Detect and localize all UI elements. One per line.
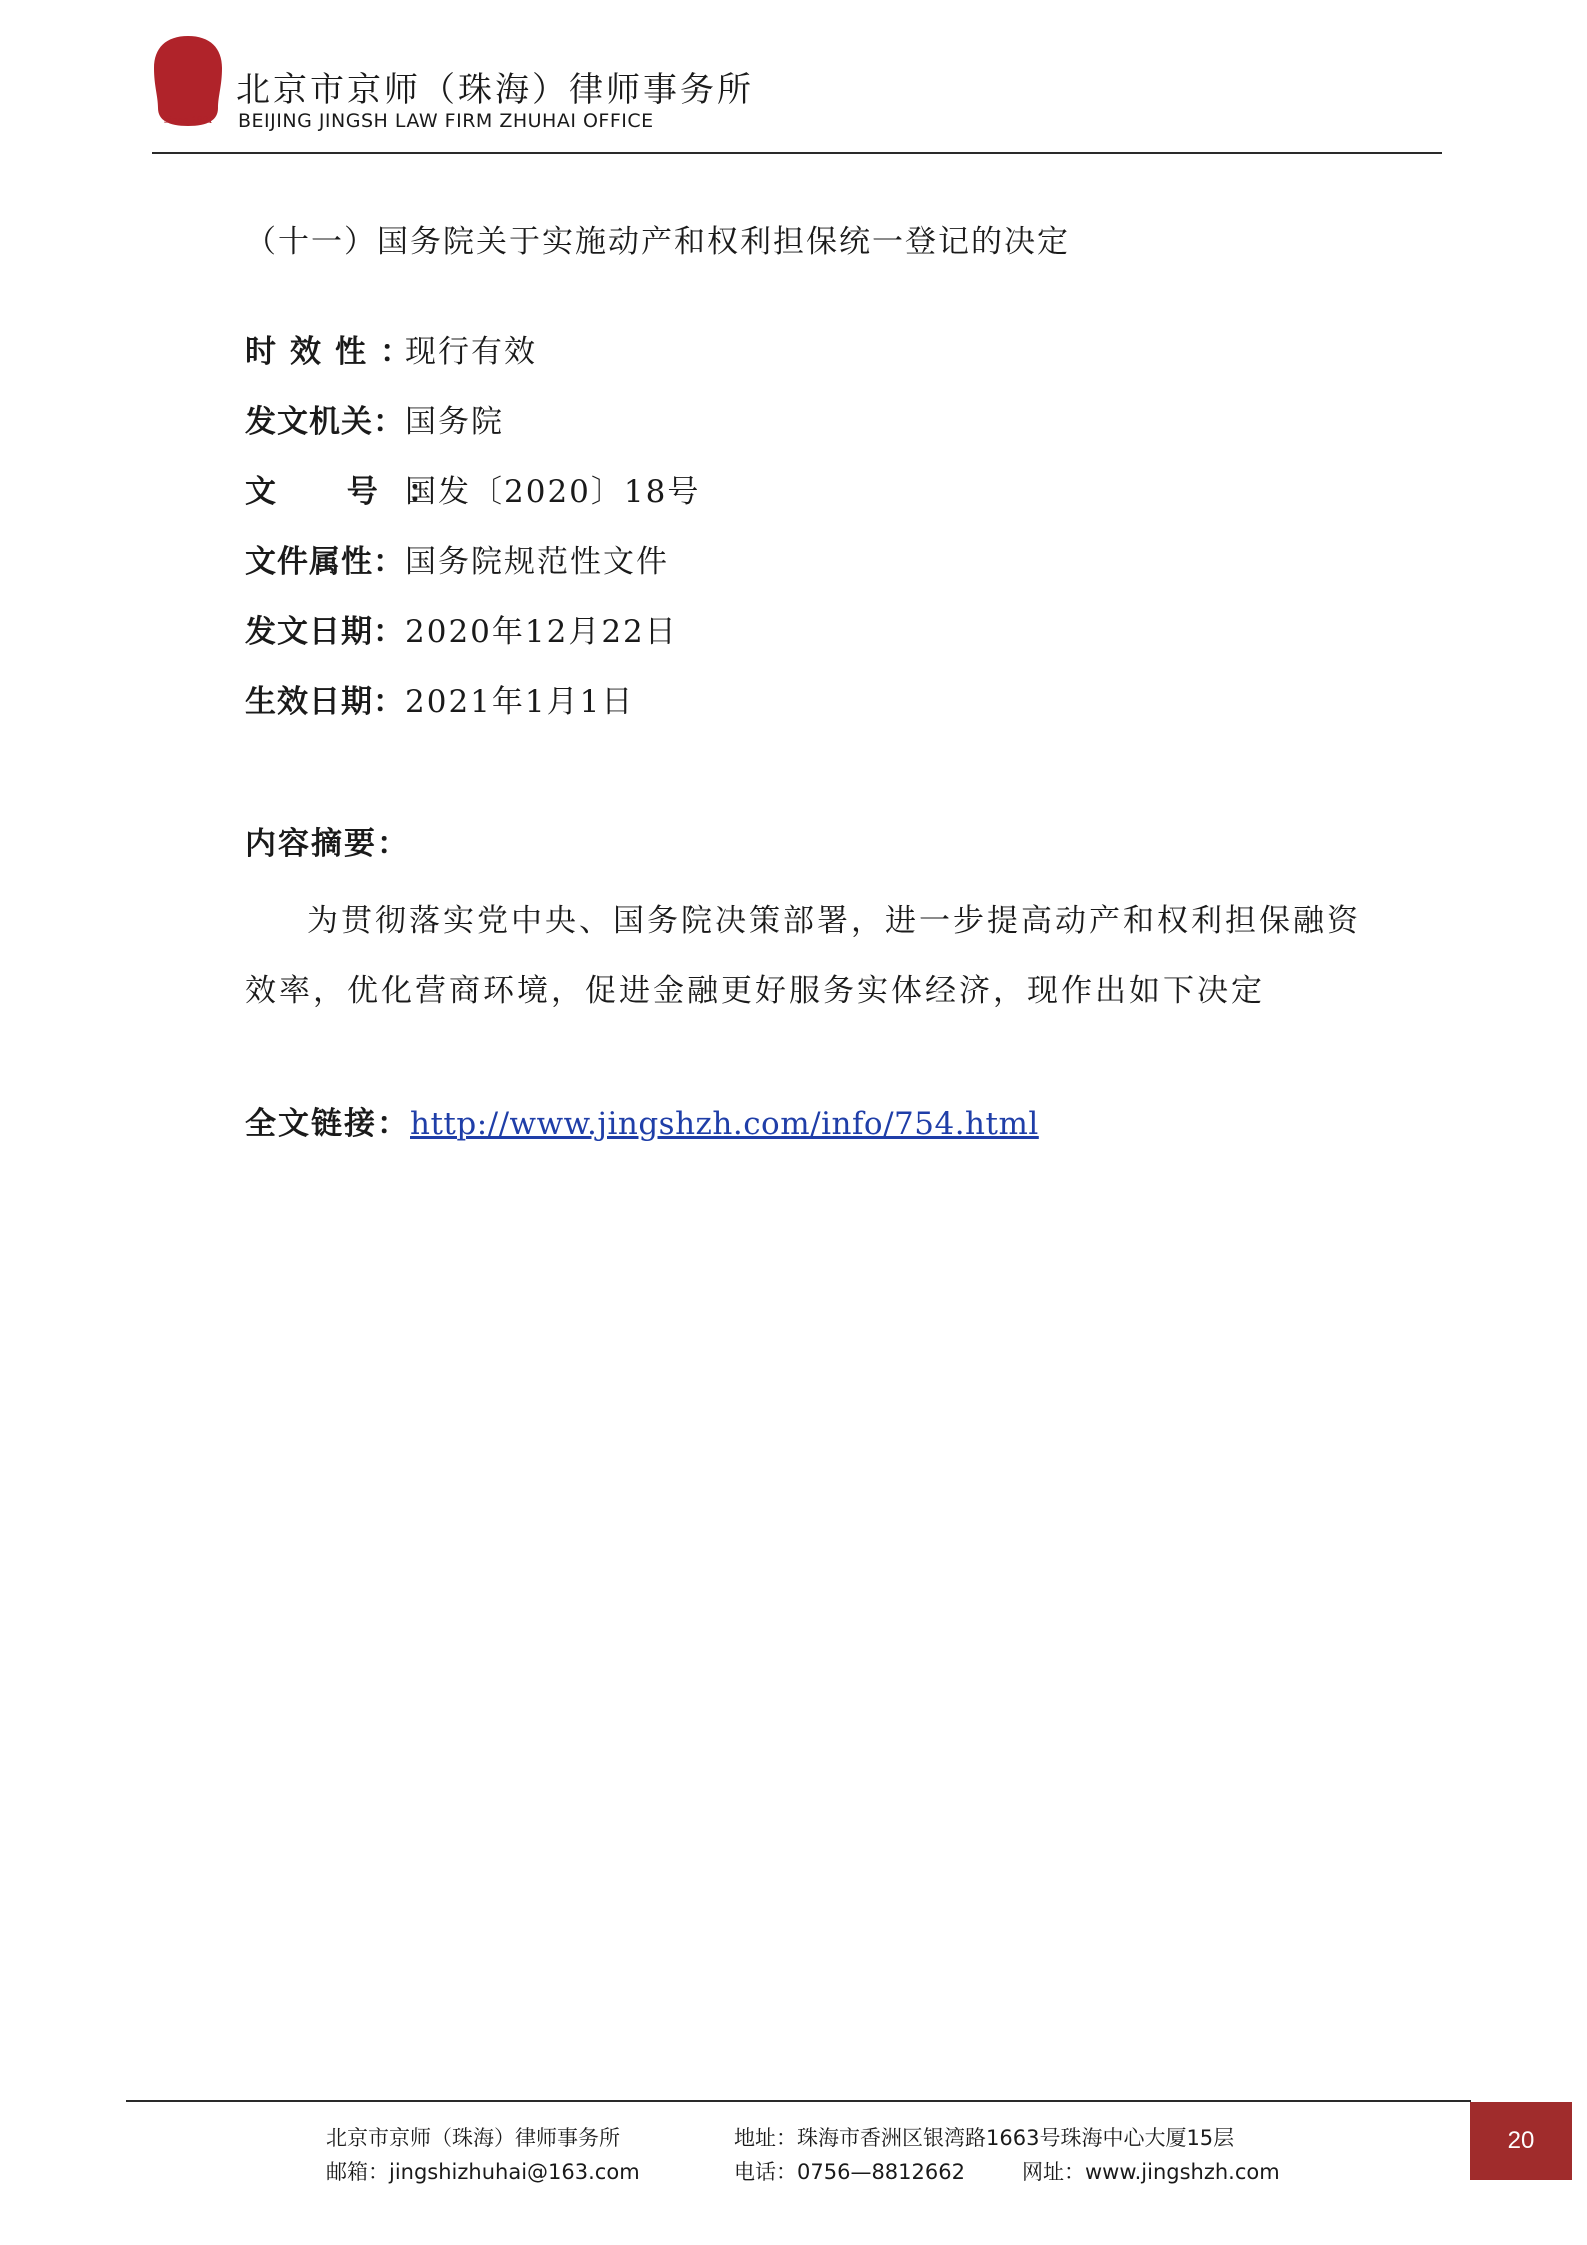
meta-label: 文件属性： [245, 544, 405, 580]
meta-label: 发文日期： [245, 614, 405, 650]
footer-email: 邮箱：jingshizhuhai@163.com [326, 2160, 640, 2184]
footer-website: 网址：www.jingshzh.com [1022, 2160, 1280, 2184]
meta-label: 时效性： [245, 334, 425, 370]
meta-docno [245, 470, 700, 514]
meta-value: 2021年1月1日 [405, 684, 635, 720]
fulltext-label: 全文链接： [245, 1106, 410, 1142]
meta-label: 文 号： [245, 474, 469, 510]
firm-name-en: BEIJING JINGSH LAW FIRM ZHUHAI OFFICE [238, 110, 654, 132]
meta-value: 国务院规范性文件 [405, 544, 669, 580]
meta-label: 生效日期： [245, 684, 405, 720]
meta-issue-date [245, 610, 678, 654]
summary-heading: 内容摘要： [245, 826, 410, 862]
meta-label: 发文机关： [245, 404, 405, 440]
footer-firm-name: 北京市京师（珠海）律师事务所 [326, 2126, 620, 2150]
meta-value: 国发〔2020〕18号 [405, 474, 701, 510]
meta-value: 2020年12月22日 [405, 614, 678, 650]
firm-name-cn: 北京市京师（珠海）律师事务所 [236, 70, 754, 110]
meta-attribute [245, 540, 669, 584]
meta-issuer [245, 400, 504, 444]
header-divider [152, 152, 1442, 154]
section-title: （十一）国务院关于实施动产和权利担保统一登记的决定 [245, 224, 1070, 260]
fulltext-link[interactable]: http://www.jingshzh.com/info/754.html [410, 1106, 1039, 1142]
logo-since-text: since 1991 [164, 116, 214, 126]
meta-effective-date [245, 680, 634, 724]
footer-address: 地址：珠海市香洲区银湾路1663号珠海中心大厦15层 [734, 2126, 1235, 2150]
meta-validity [245, 330, 537, 374]
fulltext-row [245, 1098, 1039, 1143]
footer-phone: 电话：0756—8812662 [734, 2160, 965, 2184]
page-number-badge [1470, 2102, 1572, 2180]
page-header [152, 28, 1442, 148]
summary-paragraph: 为贯彻落实党中央、国务院决策部署，进一步提高动产和权利担保融资效率，优化营商环境，促进金融更好服务实体经济，现作出如下决定 [245, 903, 1361, 1009]
meta-value: 国务院 [405, 404, 504, 440]
meta-value: 现行有效 [405, 334, 537, 370]
page-number: 20 [1507, 2127, 1535, 2154]
footer-divider [126, 2100, 1471, 2102]
